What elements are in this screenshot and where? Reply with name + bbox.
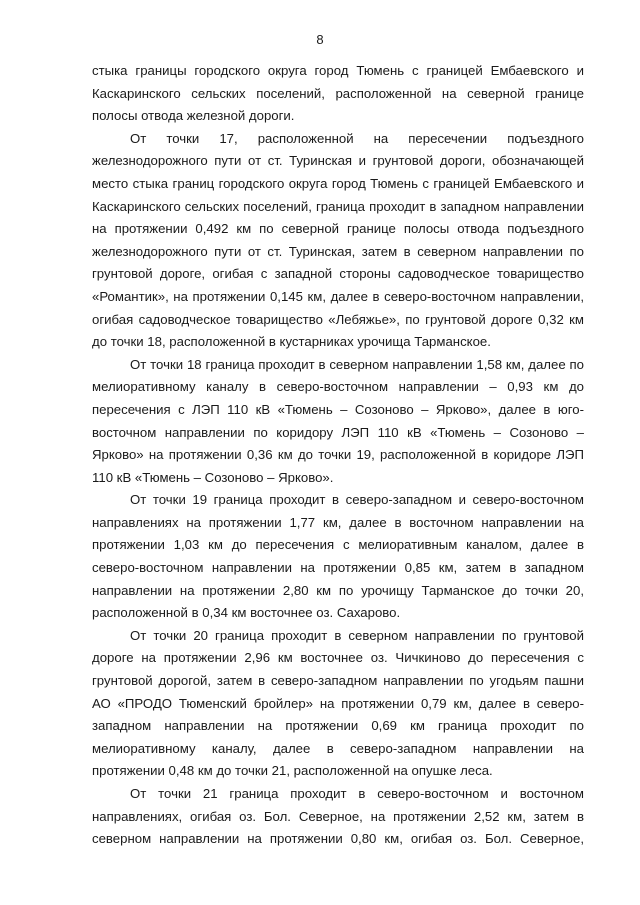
- paragraph-point-17: От точки 17, расположенной на пересечении подъездного железнодорожного пути от ст. Туринская и грунтовой дороги, обозначающей место стыка границ городского округа город Тюмень с границей Ембаевского и Каскаринского сельских поселений, граница проходит в западном направлении на протяжении 0,492 км по северной границе полосы отвода подъездного железнодорожного пути от ст. Туринская, затем в северном направлении по грунтовой дороге, огибая с западной стороны садоводческое товарищество «Романтик», на протяжении 0,145 км, далее в северо-восточном направлении, огибая садоводческое товарищество «Лебяжье», по грунтовой дороге 0,32 км до точки 18, расположенной в кустарниках урочища Тарманское.: [92, 130, 584, 350]
- document-body: [92, 60, 584, 851]
- paragraph-point-21: От точки 21 граница проходит в северо-восточном и восточном направлениях, огибая оз. Бол. Северное, на протяжении 2,52 км, затем в северном направлении на протяжении 0,80 км, огибая оз. Бол. Северное,: [92, 786, 584, 847]
- paragraph-point-18: От точки 18 граница проходит в северном направлении 1,58 км, далее по мелиоративному каналу в северо-восточном направлении – 0,93 км до пересечения с ЛЭП 110 кВ «Тюмень – Созоново – Ярково», далее в юго-восточном направлении по коридору ЛЭП 110 кВ «Тюмень – Созоново – Ярково» на протяжении 0,36 км до точки 19, расположенной в коридоре ЛЭП 110 кВ «Тюмень – Созоново – Ярково».: [92, 356, 584, 485]
- page-number: 8: [316, 32, 324, 47]
- paragraph-point-19: От точки 19 граница проходит в северо-западном и северо-восточном направлениях на протяжении 1,77 км, далее в восточном направлении на протяжении 1,03 км до пересечения с мелиоративным каналом, далее в северо-восточном направлении на протяжении 0,85 км, затем в западном направлении на протяжении 2,80 км по урочищу Тарманское до точки 20, расположенной в 0,34 км восточнее оз. Сахарово.: [92, 492, 584, 621]
- paragraph-continuation: стыка границы городского округа город Тюмень с границей Ембаевского и Каскаринского сельских поселений, расположенной на северной границе полосы отвода железной дороги.: [92, 63, 584, 124]
- paragraph-point-20: От точки 20 граница проходит в северном направлении по грунтовой дороге на протяжении 2,96 км восточнее оз. Чичкиново до пересечения с грунтовой дорогой, затем в северо-западном направлении по угодьям пашни АО «ПРОДО Тюменский бройлер» на протяжении 0,79 км, далее в северо-западном направлении на протяжении 0,69 км граница проходит по мелиоративному каналу, далее в северо-западном направлении на протяжении 0,48 км до точки 21, расположенной на опушке леса.: [92, 627, 584, 779]
